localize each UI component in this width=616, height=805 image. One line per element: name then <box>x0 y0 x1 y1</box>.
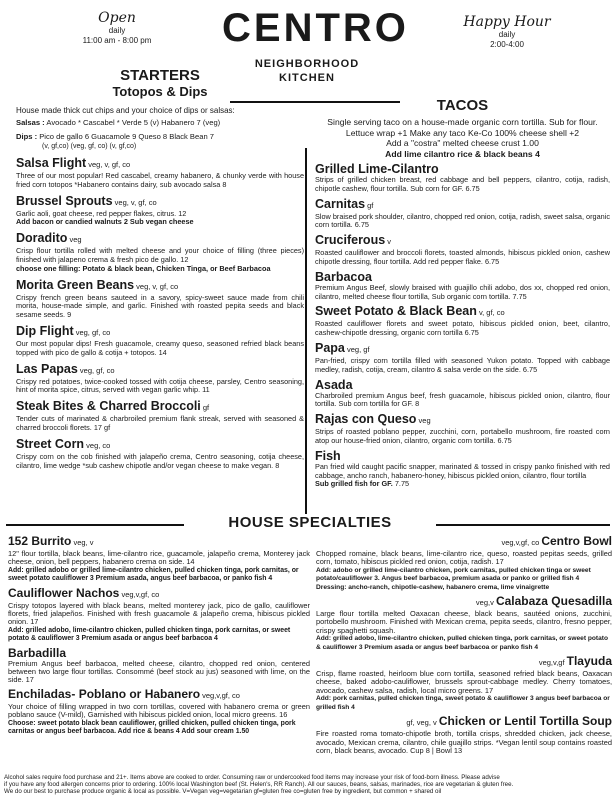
menu-item-title: Carnitas <box>315 196 366 211</box>
starters-intro: House made thick cut chips and your choice of dips or salsas: <box>16 106 235 115</box>
dips-line <box>16 132 304 142</box>
menu-item-tags: veg,v,gf, co <box>200 690 240 700</box>
menu-item-tags: veg, v, gf, co <box>134 281 179 291</box>
menu-item-tags: veg <box>416 416 431 426</box>
menu-item <box>8 646 310 685</box>
menu-item-tags: veg, v, gf, co <box>112 197 157 207</box>
menu-item-tags: veg, gf <box>344 344 370 354</box>
menu-item <box>315 197 610 231</box>
column-divider <box>305 148 307 514</box>
tacos-intro: Single serving taco on a house-made organic corn tortilla. Sub for flour. Lettuce wrap +1 Make any taco Ke-Co 100% cheese shell +2 <box>327 117 598 138</box>
menu-item-description: Our most popular dips! Fresh guacamole, creamy queso, seasoned refried black beans topped with pico de gallo & cotija + totopos. 14 <box>16 338 304 357</box>
menu-item-name <box>316 654 612 670</box>
menu-item-tags: veg <box>67 235 82 245</box>
menu-item <box>16 437 304 471</box>
logo-sub1: NEIGHBORHOOD <box>254 58 360 70</box>
menu-item-description: Crispy red potatoes, twice-cooked tossed with cotija cheese, parsley, Centro seasoning, hint of morita spice, citrus, served with vegan garlic whip. 11 <box>16 376 304 395</box>
menu-item-description: Roasted cauliflower and broccoli florets, toasted almonds, hibiscus pickled onion, cashew chipotle dressing, flour tortilla. Add red pepper flake. 6.75 <box>315 248 610 266</box>
menu-item-tags: gf <box>365 200 374 210</box>
menu-item-title: Papa <box>315 340 345 355</box>
menu-item <box>16 324 304 358</box>
menu-item-addons <box>315 480 610 489</box>
happy-title: Happy Hour <box>463 14 551 30</box>
salsas-label: Salsas : <box>16 118 45 127</box>
menu-item-tags: veg,v,gf, co <box>119 589 160 599</box>
menu-item-name <box>315 341 610 357</box>
menu-item-name <box>8 687 310 703</box>
menu-item-title: Centro Bowl <box>541 534 612 548</box>
starters-list <box>16 156 304 470</box>
menu-item-addons: Add bacon or candied walnuts 2 Sub vegan cheese <box>16 217 194 227</box>
dips-label: Dips : <box>16 132 38 141</box>
tacos-intro-2: Add a "costra" melted cheese crust 1.00 <box>386 138 539 148</box>
menu-item-description: Large flour tortilla melted Oaxacan cheese, black beans, sautéed onions, zucchini, portobello mushroom. Finished with Mexican crema, pepita seeds, cilantro, fresno pepper, crispy spaghetti squash. <box>316 609 612 635</box>
menu-item-name <box>315 304 610 320</box>
menu-item-addons: Add: pork carnitas, pulled chicken tinga, sweet potato & cauliflower 3 angus beef barbacoa or grilled fish 4 <box>316 695 610 711</box>
menu-item-title: Brussel Sprouts <box>16 193 113 208</box>
tacos-section <box>315 98 610 489</box>
menu-item-description: Charbroiled premium Angus beef, fresh guacamole, hibiscus pickled onion, cilantro, flour tortilla. Sub corn tortilla for GF. 8 <box>315 390 610 409</box>
menu-item-name <box>16 194 304 210</box>
menu-item-description: Pan fried wild caught pacific snapper, marinated & tossed in crispy panko finished with red cabbage, ancho ranch, habanero-honey, hibiscus pickled onion, cilantro, flour tortilla <box>315 461 610 480</box>
house-rule-left <box>6 524 184 526</box>
menu-item <box>8 586 310 644</box>
footer-line-2: if you have any food allergen concerns prior to ordering. 100% local Washington beef (St. Helen's, RR Ranch). All our sauces, beans, salsas, marinades, rice are vegetarian & gluten free. <box>4 781 514 789</box>
open-hours: 11:00 am - 8:00 pm <box>82 36 152 45</box>
house-left-column <box>8 532 310 737</box>
menu-item-tags: veg, v <box>71 538 94 547</box>
footer <box>4 774 614 796</box>
menu-item-description: Chopped romaine, black beans, lime-cilantro rice, queso, roasted pepitas seeds, grilled corn, tomato, hibiscus pickled red onion, cotija, radish. 17 <box>316 549 612 567</box>
menu-item-name <box>315 197 610 213</box>
menu-item-name <box>8 646 310 660</box>
menu-item <box>315 162 610 194</box>
menu-item-description: Strips of roasted poblano pepper, zucchini, corn, portabello mushroom, fire roasted corn atop our house-fried onion, cilantro, organic corn tortilla. 6.75 <box>315 427 610 445</box>
menu-item-title: Las Papas <box>16 361 78 376</box>
tacos-heading: TACOS <box>436 97 489 114</box>
open-hours-block <box>62 10 172 46</box>
menu-item-description: Crispy corn on the cob finished with jalapeño crema, Centro seasoning, cotija cheese, cilantro, lime wedge *sub cashew chipotle and/or vegan cheese to make vegan. 8 <box>16 451 304 470</box>
menu-item-tags: v <box>385 237 391 247</box>
menu-item-addons: choose one filling: Potato & black bean, Chicken Tinga, or Beef Barbacoa <box>16 263 271 273</box>
menu-item-name <box>8 586 310 602</box>
tacos-list <box>315 162 610 489</box>
menu-item-title: Grilled Lime-Cilantro <box>315 162 439 176</box>
menu-item-title: Cruciferous <box>315 233 386 248</box>
menu-item-name <box>315 449 610 463</box>
menu-item-title: Rajas con Queso <box>315 412 417 427</box>
menu-item-name <box>16 278 304 294</box>
menu-item-name <box>8 534 310 550</box>
house-heading: HOUSE SPECIALTIES <box>228 514 392 531</box>
menu-item-title: Street Corn <box>16 436 85 451</box>
menu-item-name <box>316 594 612 610</box>
menu-item <box>316 594 612 652</box>
menu-item-description: Fire roasted roma tomato-chipotle broth, tortilla crisps, shredded chicken, jack cheese, avocado, Mexican crema, cilantro, chile guajillo strips. *Vegan lentil soup contains roasted corn, black beans, avocado. Cup 8 | Bowl 13 <box>316 729 612 755</box>
menu-item-description: Your choice of filling wrapped in two corn tortillas, covered with habanero crema or green poblano sauce (V-mild), Garnished with hibiscus pickled onion, local micro greens. 16 <box>8 701 310 720</box>
menu-item-description: Crisp flour tortilla rolled with melted cheese and your choice of filling (three pieces) finished with jalapeno crema & fresh pico de gallo. 12 <box>16 246 304 264</box>
dips-tags: (v, gf,co) (veg, gf, co) (v, gf,co) <box>42 143 137 150</box>
menu-item-title: Dip Flight <box>16 323 74 338</box>
menu-item-name <box>315 162 610 176</box>
menu-item <box>315 270 610 302</box>
menu-item-description: Crisp, flame roasted, heirloom blue corn tortilla, seasoned refried black beans, Oaxacan cheese, baked adobo-cauliflower, brussels sprout-cabbage medley. Cherry tomatoes, avocado, cashew salsa, radish, local micro greens. 17 <box>316 669 612 695</box>
menu-item-tags: veg, v, gf, co <box>86 160 131 169</box>
house-rule-right <box>436 524 610 526</box>
dips-list: Pico de gallo 6 Guacamole 9 Queso 8 Black Bean 7 <box>39 132 214 141</box>
menu-item-title: Sweet Potato & Black Bean <box>315 304 477 319</box>
menu-item-addons: Choose: sweet potato black bean cauliflower, grilled chicken, pulled chicken tinga, pork carnitas or angus beef barbacoa. Add rice & beans 4 Add sour cream 1.50 <box>8 719 296 736</box>
menu-item-title: Barbacoa <box>315 269 372 284</box>
menu-item-addons: Add: grilled adobo or grilled lime-cilantro chicken, pulled chicken tinga, pork carnitas, or sweet potato cauliflower 3 Premium asada, angus beef barbacoa, or panko fish 4 <box>8 566 299 583</box>
menu-item-name <box>315 412 610 428</box>
menu-item-name <box>16 437 304 453</box>
menu-item <box>315 341 610 375</box>
menu-item-tags: gf, veg, v <box>406 718 439 728</box>
happy-hour-block <box>452 14 562 50</box>
menu-item <box>315 412 610 446</box>
menu-item <box>315 304 610 338</box>
menu-item-tags: veg, co <box>84 440 111 450</box>
menu-item <box>16 399 304 433</box>
menu-item <box>16 194 304 228</box>
menu-item-description: Three of our most popular! Red cascabel, creamy habanero, & chunky verde with house fried corn totopos *Habanero contains dairy, sub avocado salsa 8 <box>16 171 304 189</box>
menu-item-description: Roasted cauliflower florets and sweet potato, hibiscus pickled onion, beet, cilantro, cashew-chipotle dressing, organic corn tortilla 6.75 <box>315 319 610 338</box>
menu-item-name <box>16 156 304 172</box>
menu-item <box>316 714 612 755</box>
menu-item <box>16 278 304 320</box>
menu-item-name <box>315 233 610 249</box>
logo-sub2: KITCHEN <box>279 72 335 84</box>
menu-item-name <box>16 231 304 247</box>
starters-subheading: Totopos & Dips <box>112 84 208 99</box>
footer-line-3: We do our best to purchase produce organic & local as possible. V=Vegan veg=vegetarian gf=gluten free co=gluten free by ingredient, but common + shared oil <box>4 788 442 796</box>
menu-item-dressing: Dressing: ancho-ranch, chipotle-cashew, habanero crema, lime vinaigrette <box>316 583 550 591</box>
menu-item-title: Salsa Flight <box>16 156 87 170</box>
menu-item-addons: Add: adobo or grilled lime-cilantro chicken, pork carnitas, pulled chicken tinga or sweet potato/cauliflower 3. Angus beef barbacoa, premium asada or panko or grilled fish 4 <box>316 566 591 583</box>
menu-item-tags: veg,v <box>475 598 496 608</box>
menu-item-name <box>316 714 612 730</box>
menu-item-name <box>16 399 304 415</box>
menu-item-name <box>16 362 304 378</box>
menu-item <box>16 231 304 273</box>
menu-item-tags: veg, gf, co <box>77 365 115 375</box>
footer-line-1: Alcohol sales require food purchase and 21+. Items above are cooked to order. Consuming raw or undercooked food items may increase your risk of food-born illness. Please advise <box>4 774 500 781</box>
happy-hours: 2:00-4:00 <box>490 40 524 49</box>
menu-item-description: 12" flour tortilla, black beans, lime-cilantro rice, guacamole, jalapeño crema, Monterey jack cheese, onion, bell peppers, habanero crema on side. 14 <box>8 549 310 567</box>
menu-item-title: Morita Green Beans <box>16 277 135 292</box>
salsas-list: Avocado * Cascabel * Verde 5 (v) Habanero 7 (veg) <box>46 118 221 127</box>
menu-item-title: Chicken or Lentil Tortilla Soup <box>438 714 612 729</box>
menu-item <box>8 687 310 737</box>
menu-item <box>316 534 612 592</box>
menu-item-title: 152 Burrito <box>8 534 72 548</box>
starters-heading: STARTERS <box>120 67 200 84</box>
menu-item-title: Barbadilla <box>8 645 67 660</box>
house-right-column <box>316 532 612 755</box>
menu-item-description: Strips of grilled chicken breast, red cabbage and bell peppers, cilantro, cotija, radish, chipotle cashew, flour tortilla. Sub corn for GF. 6.75 <box>315 175 610 193</box>
menu-item-addons: Add: grilled adobo, lime-cilantro chicken, pulled chicken tinga, pork carnitas, or sweet potato & cauliflower 3 Premium asada or angus beef barbacoa 4 <box>8 626 291 643</box>
menu-item-name <box>16 324 304 340</box>
menu-item-description: Crispy french green beans sauteed in a savory, spicy-sweet sauce made from chili morita, house-made simple, and garlic. Finished with roasted pepita seeds and black sesame seeds. 9 <box>16 292 304 320</box>
menu-item-name <box>316 534 612 550</box>
menu-item-tags: v, gf, co <box>476 308 505 318</box>
menu-item-name <box>315 270 610 284</box>
logo-name: CENTRO <box>222 6 409 50</box>
menu-item-title: Steak Bites & Charred Broccoli <box>16 399 201 414</box>
menu-item-description: Premium Angus Beef, slowly braised with guajillo chili adobo, dos xx, chopped red onion, cilantro, melted cheese flour tortilla, Sub organic corn tortilla. 7.75 <box>315 282 610 301</box>
open-title: Open <box>98 10 136 26</box>
menu-item <box>8 534 310 584</box>
fish-sub-note: Sub grilled fish for GF. <box>315 479 393 489</box>
menu-item-title: Asada <box>315 377 353 392</box>
menu-item-tags: veg, gf, co <box>73 327 111 337</box>
menu-item-description: Premium Angus beef barbacoa, melted cheese, cilantro, chopped red onion, centered between two large flour tortillas. Consommé (beef stock au jus) seasoned with lime, on the side. 17 <box>8 658 310 685</box>
menu-item-description: Garlic aoli, goat cheese, red pepper flakes, citrus. 12 <box>16 208 187 218</box>
tacos-intro-3: Add lime cilantro rice & black beans 4 <box>385 148 540 159</box>
menu-item-tags: veg,v,gf <box>538 658 567 668</box>
menu-item-title: Enchiladas- Poblano or Habanero <box>8 686 201 701</box>
menu-item <box>16 156 304 190</box>
menu-item-title: Cauliflower Nachos <box>8 585 120 600</box>
menu-item <box>315 233 610 267</box>
menu-item-description: Slow braised pork shoulder, cilantro, chopped red onion, cotija, radish, sweet salsa, organic corn tortilla. 6.75 <box>315 211 610 230</box>
menu-item-title: Doradito <box>16 231 68 246</box>
happy-days: daily <box>498 30 516 39</box>
menu-item-title: Tlayuda <box>566 654 612 669</box>
menu-item <box>315 449 610 489</box>
menu-item <box>315 378 610 410</box>
menu-item-title: Fish <box>315 448 341 463</box>
menu-item-description: Tender cuts of marinated & charbroiled premium flank streak, served with seasoned & charred broccoli florets. 17 gf <box>16 414 304 432</box>
menu-item-name <box>315 378 610 392</box>
menu-item <box>316 654 612 712</box>
menu-item-description: Crispy totopos layered with black beans, melted monterey jack, pico de gallo, cauliflower florets, fried jalapeños. Finished with fresh guacamole & jalapeño crema, hibiscus pickled onion. 17 <box>8 600 310 627</box>
salsas-line <box>16 118 304 128</box>
menu-item-addons: Add: grilled adobo, lime-cilantro chicken, pulled chicken tinga, pork carnitas, or sweet potato & cauliflower 3 Premium asada or angus beef barbacoa or panko fish 4 <box>316 635 609 651</box>
menu-item-title: Calabaza Quesadilla <box>495 594 612 609</box>
starters-section <box>16 68 304 470</box>
menu-item-tags: veg,v,gf, co <box>501 538 542 547</box>
fish-price: 7.75 <box>392 479 410 489</box>
menu-item <box>16 362 304 396</box>
menu-item-description: Pan-fried, crispy corn tortilla filled with seasoned Yukon potato. Topped with cabbage medley, radish, cotija, cream, cilantro & salsa verde on the side. 6.75 <box>315 355 610 374</box>
open-days: daily <box>108 26 126 35</box>
menu-item-tags: gf <box>200 403 210 413</box>
